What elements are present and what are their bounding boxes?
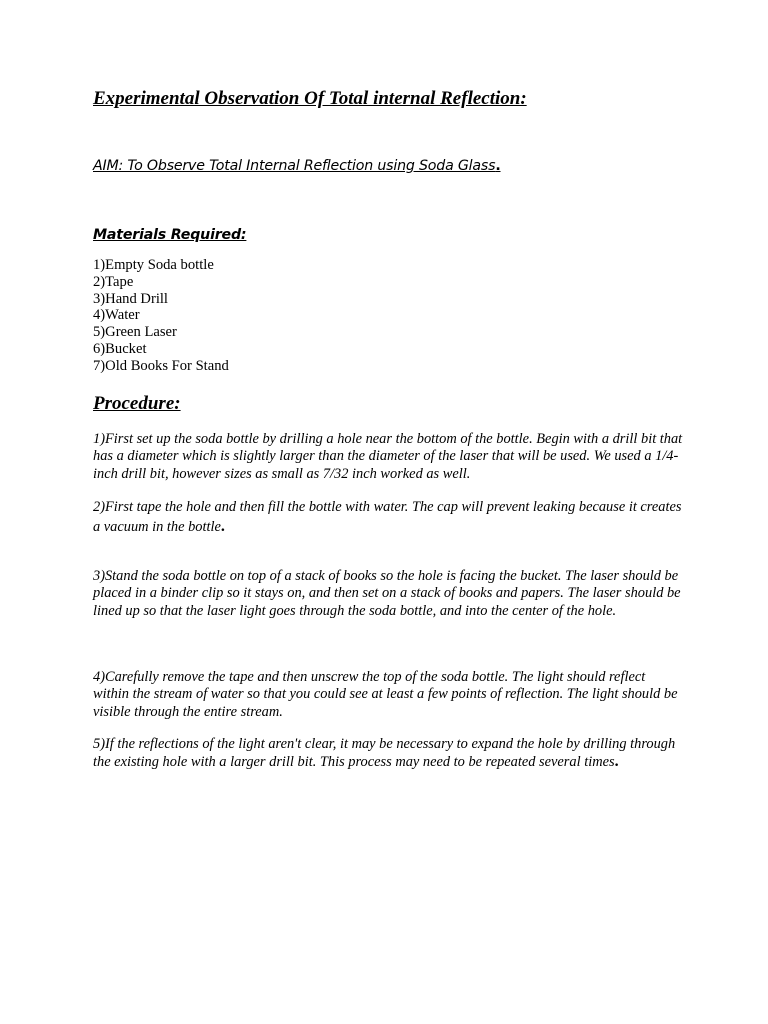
material-item: 6)Bucket	[93, 340, 147, 357]
material-item: 2)Tape	[93, 273, 134, 290]
document-title: Experimental Observation Of Total internal Reflection:	[93, 88, 527, 109]
aim-statement	[93, 158, 713, 174]
step-end: .	[614, 753, 619, 770]
material-item: 5)Green Laser	[93, 324, 177, 341]
step-text: 2)First tape the hole and then fill the bottle with water. The cap will prevent leaking because it creates a vacuum in the bottle	[93, 499, 682, 535]
step-text: 4)Carefully remove the tape and then unscrew the top of the soda bottle. The light should reflect within the stream of water so that you could see at least a few points of reflection. The light should be visible through the entire stream.	[93, 669, 678, 720]
material-item: 3)Hand Drill	[93, 290, 168, 307]
step-text: 3)Stand the soda bottle on top of a stack of books so the hole is facing the bucket. The laser should be placed in a binder clip so it stays on, and then set on a stack of books and papers. The laser should be lined up so that the laser light goes through the soda bottle, and into the center of the hole.	[93, 568, 681, 619]
procedure-step-1	[93, 431, 683, 483]
procedure-heading: Procedure:	[93, 393, 181, 414]
aim-period: .	[495, 158, 501, 174]
aim-text: AIM: To Observe Total Internal Reflection using Soda Glass	[93, 158, 496, 174]
procedure-step-4	[93, 669, 683, 721]
material-item: 7)Old Books For Stand	[93, 357, 229, 374]
materials-heading: Materials Required:	[93, 227, 247, 243]
procedure-step-5	[93, 736, 683, 771]
material-item: 4)Water	[93, 307, 140, 324]
material-item: 1)Empty Soda bottle	[93, 257, 214, 273]
procedure-step-3	[93, 568, 683, 620]
materials-list	[93, 257, 229, 375]
step-text: 1)First set up the soda bottle by drilling a hole near the bottom of the bottle. Begin with a drill bit that has a diameter which is slightly larger than the diameter of the laser that will be used. We used a 1/4-inch drill bit, however sizes as small as 7/32 inch worked as well.	[93, 431, 683, 482]
step-text: 5)If the reflections of the light aren't clear, it may be necessary to expand the hole by drilling through the existing hole with a larger drill bit. This process may need to be repeated several times	[93, 736, 676, 770]
step-end: .	[220, 518, 225, 535]
procedure-step-2	[93, 498, 683, 537]
